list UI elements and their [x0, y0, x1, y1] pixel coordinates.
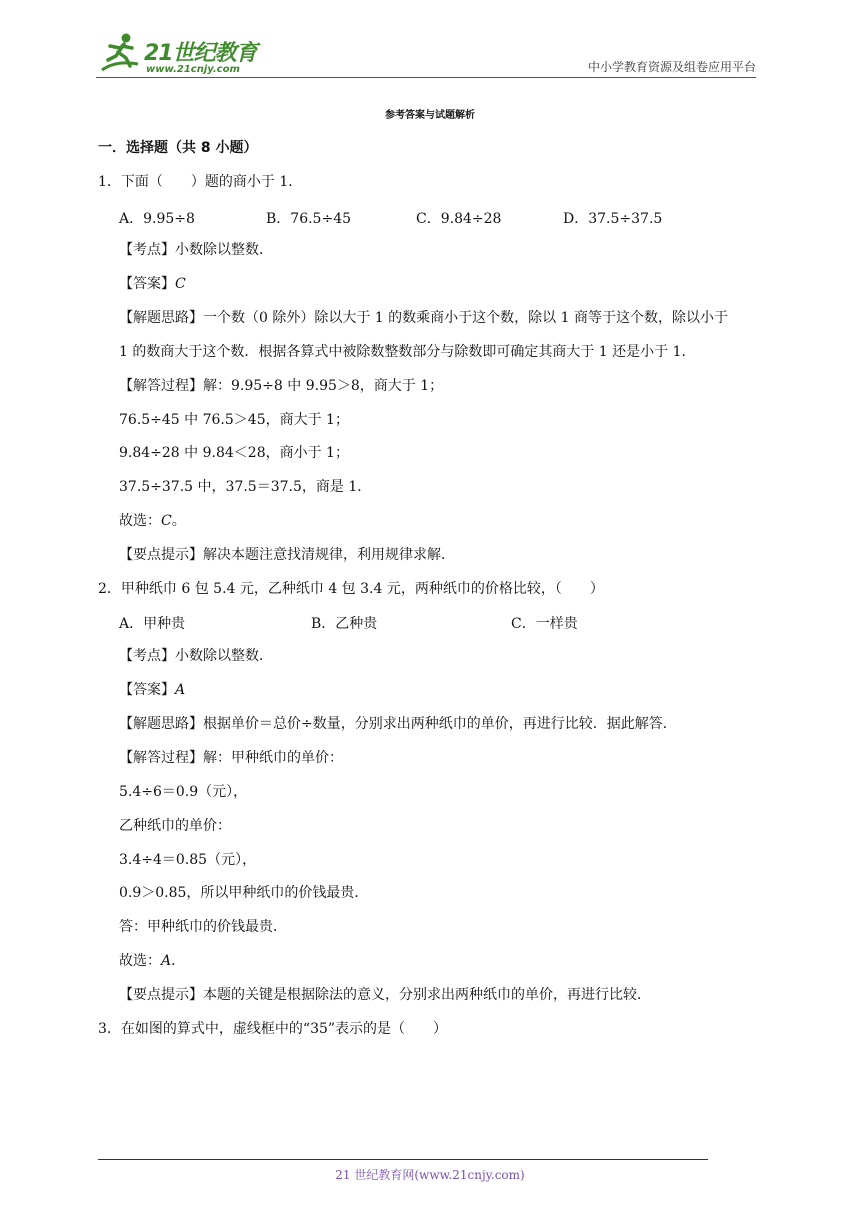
q2-option-b: B．乙种贵	[311, 616, 378, 632]
q2-option-c: C．一样贵	[511, 616, 578, 632]
q2-option-a: A．甲种贵	[119, 616, 186, 632]
platform-name: 中小学教育资源及组卷应用平台	[587, 60, 756, 74]
q1-silu-line2: 1 的数商大于这个数．根据各算式中被除数整数部分与除数即可确定其商大于 1 还是小于 1．	[119, 344, 696, 360]
guxuan-value: A	[161, 953, 172, 969]
q1-guocheng-4: 37.5÷37.5 中，37.5＝37.5，商是 1．	[119, 479, 372, 495]
q2-stem: 2．甲种纸巾 6 包 5.4 元，乙种纸巾 4 包 3.4 元，两种纸巾的价格比较，（ ）	[98, 581, 604, 597]
answer-value: C	[175, 276, 186, 292]
section-heading: 一．选择题（共 8 小题）	[98, 140, 258, 156]
answer-label: 【答案】	[119, 682, 175, 698]
q1-guocheng-3: 9.84÷28 中 9.84＜28，商小于 1；	[119, 445, 349, 461]
q1-guocheng-1: 【解答过程】解：9.95÷8 中 9.95＞8，商大于 1；	[119, 378, 444, 394]
guxuan-label: 故选：	[119, 513, 161, 529]
footer-divider	[98, 1159, 708, 1160]
q1-option-c: C．9.84÷28	[416, 211, 502, 227]
q1-option-b: B．76.5÷45	[266, 211, 352, 227]
logo-url: www.21cnjy.com	[146, 64, 240, 75]
logo-text: 21世纪教育	[144, 41, 257, 66]
q1-silu-line1: 【解题思路】一个数（0 除外）除以大于 1 的数乘商小于这个数，除以 1 商等于这个数，除以小于	[119, 310, 728, 326]
guxuan-label: 故选：	[119, 953, 161, 969]
document-title: 参考答案与试题解析	[385, 110, 475, 121]
guxuan-end: ．	[171, 953, 186, 969]
page-footer: 21 世纪教育网(www.21cnjy.com)	[335, 1168, 525, 1182]
q2-kaodian: 【考点】小数除以整数．	[119, 648, 273, 664]
guxuan-value: C	[161, 513, 172, 529]
running-man-icon	[96, 30, 146, 78]
q2-guocheng-4: 3.4÷4＝0.85（元），	[119, 852, 257, 868]
site-logo	[96, 30, 271, 78]
header-divider	[96, 77, 756, 78]
q2-answer	[119, 680, 185, 700]
q1-stem: 1．下面（ ）题的商小于 1．	[98, 174, 303, 190]
q3-stem: 3．在如图的算式中，虚线框中的“35”表示的是（ ）	[98, 1021, 448, 1037]
q2-tishi: 【要点提示】本题的关键是根据除法的意义，分别求出两种纸巾的单价，再进行比较．	[119, 987, 651, 1003]
q1-guocheng-2: 76.5÷45 中 76.5＞45，商大于 1；	[119, 412, 349, 428]
answer-label: 【答案】	[119, 276, 175, 292]
q1-option-d: D．37.5÷37.5	[563, 211, 663, 227]
q2-da: 答：甲种纸巾的价钱最贵．	[119, 919, 287, 935]
q2-guocheng-5: 0.9＞0.85，所以甲种纸巾的价钱最贵．	[119, 885, 369, 901]
q2-guocheng-1: 【解答过程】解：甲种纸巾的单价：	[119, 750, 343, 766]
q2-guocheng-3: 乙种纸巾的单价：	[119, 818, 231, 834]
page-header	[96, 28, 760, 78]
q2-guxuan	[119, 951, 185, 971]
q1-kaodian: 【考点】小数除以整数．	[119, 242, 273, 258]
q2-silu: 【解题思路】根据单价＝总价÷数量，分别求出两种纸巾的单价，再进行比较．据此解答．	[119, 716, 677, 732]
q2-guocheng-2: 5.4÷6＝0.9（元），	[119, 784, 248, 800]
q1-guxuan	[119, 511, 186, 531]
answer-value: A	[175, 682, 186, 698]
q1-tishi: 【要点提示】解决本题注意找清规律，利用规律求解．	[119, 547, 455, 563]
q1-option-a: A．9.95÷8	[119, 211, 195, 227]
guxuan-end: 。	[171, 513, 186, 529]
q1-answer	[119, 274, 186, 294]
